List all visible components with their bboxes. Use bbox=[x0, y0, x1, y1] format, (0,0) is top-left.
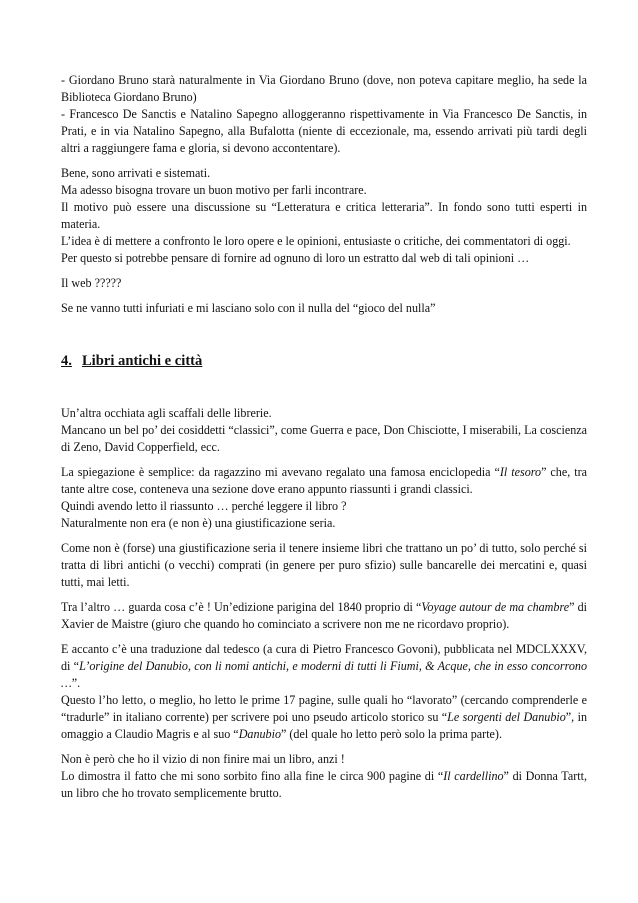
paragraph-line: Il motivo può essere una discussione su “Letteratura e critica letteraria”. In fondo sono tutti esperti in materia. bbox=[61, 200, 587, 231]
paragraph-explanation: La spiegazione è semplice: da ragazzino mi avevano regalato una famosa enciclopedia “Il tesoro” che, tra tante altre cose, conteneva una sezione dove erano appunto riassunti i grandi classici. bbox=[61, 465, 587, 496]
spacer bbox=[61, 371, 587, 405]
paragraph-voyage: Tra l’altro … guarda cosa c’è ! Un’edizione parigina del 1840 proprio di “Voyage autour de ma chambre” di Xavier de Maistre (giuro che quando ho cominciato a scrivere non me ne ricordavo proprio). bbox=[61, 600, 587, 631]
spacer bbox=[61, 157, 587, 165]
book-title: Il tesoro bbox=[499, 465, 542, 479]
spacer bbox=[61, 633, 587, 641]
paragraph-web-question: Il web ????? bbox=[61, 276, 122, 290]
section-heading bbox=[61, 351, 587, 371]
section-title: Libri antichi e città bbox=[81, 353, 203, 369]
paragraph-danubio: E accanto c’è una traduzione dal tedesco (a cura di Pietro Francesco Govoni), pubblicata nel MDCLXXXV, di “L’origine del Danubio, con li nomi antichi, e moderni di tutti li Fiumi, & Acque, che in esso concorrono …”. bbox=[61, 642, 587, 690]
article-title: Le sorgenti del Danubio bbox=[447, 710, 566, 724]
paragraph-line: Bene, sono arrivati e sistemati. bbox=[61, 166, 211, 180]
paragraph-line: Non è però che ho il vizio di non finire mai un libro, anzi ! bbox=[61, 752, 345, 766]
book-title: Il cardellino bbox=[443, 769, 504, 783]
spacer bbox=[61, 292, 587, 300]
book-title: L’origine del Danubio, con li nomi antichi, e moderni di tutti li Fiumi, & Acque, che in esso concorrono … bbox=[61, 659, 587, 690]
section-number: 4. bbox=[61, 353, 72, 369]
document-page bbox=[61, 72, 587, 802]
paragraph-line: Mancano un bel po’ dei cosiddetti “classici”, come Guerra e pace, Don Chisciotte, I miserabili, La coscienza di Zeno, David Copperfield, ecc. bbox=[61, 423, 587, 454]
spacer bbox=[61, 743, 587, 751]
paragraph-line: Naturalmente non era (e non è) una giustificazione seria. bbox=[61, 516, 336, 530]
list-item: - Giordano Bruno starà naturalmente in Via Giordano Bruno (dove, non poteva capitare meglio, ha sede la Biblioteca Giordano Bruno) bbox=[61, 73, 587, 104]
spacer bbox=[61, 267, 587, 275]
spacer bbox=[61, 591, 587, 599]
paragraph-line: Per questo si potrebbe pensare di fornire ad ognuno di loro un estratto dal web di tali opinioni … bbox=[61, 251, 530, 265]
list-item: - Francesco De Sanctis e Natalino Sapegno alloggeranno rispettivamente in Via Francesco De Sanctis, in Prati, e in via Natalino Sapegno, alla Bufalotta (niente di eccezionale, ma, essendo arrivati più tardi degli altri a raggiungere fama e gloria, si devono accontentare). bbox=[61, 107, 587, 155]
paragraph-line: L’idea è di mettere a confronto le loro opere e le opinioni, entusiaste o critiche, dei commentatori di oggi. bbox=[61, 234, 571, 248]
book-title: Voyage autour de ma chambre bbox=[421, 600, 570, 614]
paragraph-line: Un’altra occhiata agli scaffali delle librerie. bbox=[61, 406, 272, 420]
paragraph-line: Quindi avendo letto il riassunto … perché leggere il libro ? bbox=[61, 499, 347, 513]
spacer bbox=[61, 456, 587, 464]
book-title: Danubio bbox=[238, 727, 282, 741]
paragraph-cardellino: Lo dimostra il fatto che mi sono sorbito fino alla fine le circa 900 pagine di “Il cardellino” di Donna Tartt, un libro che ho trovato semplicemente brutto. bbox=[61, 769, 587, 800]
paragraph-justification: Come non è (forse) una giustificazione seria il tenere insieme libri che trattano un po’ di tutto, solo perché si tratta di libri antichi (o vecchi) comprati (in genere per puro sfizio) sulle bancarelle dei mercatini e, quasi tutti, mai letti. bbox=[61, 541, 587, 589]
spacer bbox=[61, 317, 587, 351]
paragraph-closing: Se ne vanno tutti infuriati e mi lasciano solo con il nulla del “gioco del nulla” bbox=[61, 301, 436, 315]
paragraph-danubio-reading: Questo l’ho letto, o meglio, ho letto le prime 17 pagine, sulle quali ho “lavorato” (cercando comprenderle e “tradurle” in italiano corrente) per scrivere poi uno pseudo articolo storico su “Le sorgenti del Danubio”, in omaggio a Claudio Magris e al suo “Danubio” (del quale ho letto però solo la prima parte). bbox=[61, 693, 588, 741]
spacer bbox=[61, 532, 587, 540]
paragraph-line: Ma adesso bisogna trovare un buon motivo per farli incontrare. bbox=[61, 183, 367, 197]
